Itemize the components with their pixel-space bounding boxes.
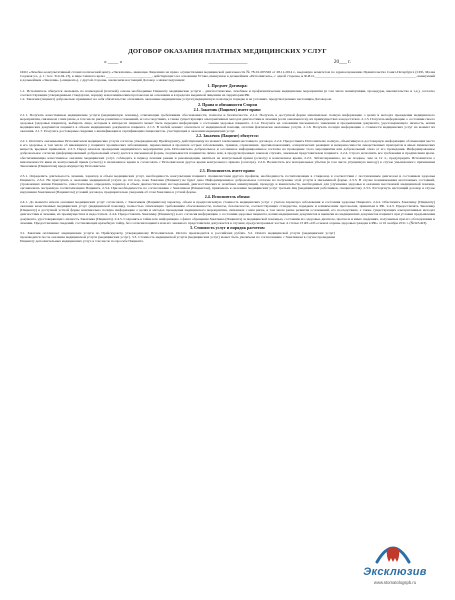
contract-body [20,70,435,244]
section-1-title: 1. Предмет Договора: [207,83,248,89]
section-3-title: 3. Стоимость услуг и порядок расчетов: [189,225,266,231]
section-2-3-text: 2.3.1. Определить длительность лечения, характер и объем медицинских услуг, необходимость консультации пациента специалистами другого профиля, необходимость госпитализации в стационар в соответствии с поставленным диагнозом и состоянием здоровья Пациента. 2.3.2. Не приступать к оказанию медицинской услуги до тех пор, пока Заказчик (Пациент) не будет дано Информированное добровольное согласие на получение этой услуги в письменной форме. 2.3.3. В случае возникновения неотложных состояний, угрожающих жизни Пациента, самостоятельно определять характер и объем диагностических исследований, диагностических и лечебных манипуляций, процедур и вмешательств, необходимых для улучшения здоровья и оказания неотложной медицинской помощи, организовать экстренную госпитализацию Пациента. 2.3.4. При необходимости, по согласованию с Заказчиком (Пациентом), привлекать к оказанию медицинских услуг третьих лиц (медицинских работников, специалистов). 2.3.5. Расторгнуть настоящий договор в случае нарушения Заказчиком (Пациентом) условий договора, предварительно уведомив об этом Заказчика в устной форме. [20,173,435,195]
section-3-text: 3.1. Заказчик оплачивает медицинские услуги по Прейскуранту, утвержденному Исполнителем. Оплата производится в российских рублях. 3.2. Оплата медицинской услуги (медицинских услуг) производится после оказания медицинской услуги (медицинских услуг). 3.3. Стоимость медицинской услуги (медицинских услуг) может быть увеличена по согласованию с Заказчиком в случае проведения Пациенту дополнительных медицинских услуг, в том числе по просьбе Пациента. [20,231,335,244]
clause-1-2: 1.2. Заказчик (пациент) добровольно принимает на себя обязательство оплачивать оказанные медицинские услуги (медицинскую помощь) в порядке и на условиях, предусмотренных настоящим Договором. [20,97,332,102]
section-2-3-title: 2.3. Исполнитель имеет право: [199,168,256,173]
section-2-2-text: 2.2.1. Оплатить оказываемые Исполнителем медицинские услуги согласно утвержденному Прейскуранту, действующему на момент заключения настоящего договора. 2.2.2. Предоставить Исполнителю полную, объективную и достоверную информацию об имеющих место в его здоровье, в том числе об имеющихся у пациента хронических заболеваниях, перенесенных в прошлом острых заболеваниях, травмах, отравлениях, противопоказаниях, аллергических реакциях и непереносимости лекарственных препаратов и иных химических веществ, вредных привычках. 2.2.3. Перед началом проведения медицинского мероприятия дать Исполнителю добровольное и осознанное информированное согласие на проведение этого мероприятия или добровольный отказ от его проведения. Информированное добровольное согласие (информированный добровольный отказ) дается в письменной форме, подписывается пациентом лично или, в предусмотренных законом случаях, законным представителем пациента. 2.2.4. Строго исполнять все требования и предписания врача, обеспечивающие качественное оказание медицинских услуг, соблюдать в период лечения режим и рекомендации, являться на контрольный прием (осмотр) в назначенное время. 2.2.5. Заблаговременно, но не позднее, чем за 12 ч., предупредить Исполнителя о невозможности явки на контрольный прием (осмотр) в назначенное время и согласовать с Исполнителем другое время контрольного приема (осмотра). 2.2.6. Возместить все материальные убытки (в том числе упущенную выгоду) в случае умышленного причинения Заказчиком (Пациентом) вреда имуществу Исполнителя. [20,138,435,168]
section-2-2-title: 2.2. Заказчик (Пациент) обязуется: [196,133,259,139]
logo-name: Эксклюзив [363,566,427,578]
section-2-1-text: 2.1.1. Получать качественные медицинские услуги (медицинскую помощь), отвечающие требованиям обоснованности, полноты и безопасности. 2.1.2. Получать в доступной форме максимально полную информацию о целях и методах проведения медицинского мероприятия, связанном с ним риске, в том числе риске развития осложнений, его последствиях, а также существующих альтернативных методах диагностики и лечения (если они имеются), их преимуществах и недостатках. 2.1.3. Получать информацию о состоянии своего здоровья (здоровья пациента), выбирать лицо, которым в интересах пациента может быть передана информация о состоянии здоровья пациента. 2.1.4. Получать на основании письменного заявления и предъявления документа, удостоверяющего личность, копии медицинских документов пациента в объеме медицинских документов пациента. 2.1.5. В любой момент отказаться от медицинской помощи, оплатив фактически оказанные услуги. 2.1.6. Получать полную информацию о стоимости медицинских услуг на момент их оказания. 2.1.7. Получать достоверные сведения о квалификации и сертификации специалистов, участвующих в оказании медицинских услуг. [20,112,436,134]
date-year: 20___ г. [333,59,351,65]
logo-url: www.stomatologspb.ru [373,580,417,585]
section-2-1-title: 2.1. Заказчик (Пациент) имеет право: [193,107,262,113]
document-title: ДОГОВОР ОКАЗАНИЯ ПЛАТНЫХ МЕДИЦИНСКИХ УСЛУГ [128,48,327,55]
section-2-4-title: 2.4. Исполнитель обязан: [204,194,251,200]
section-2-4-text: 2.4.1. До момента начала оказания медицинских услуг согласовать с Заказчиком (Пациентом) характер, объем и предполагаемую стоимость медицинских услуг с учетом характера заболевания и состояния здоровья Пациента. 2.4.2. Обеспечить Заказчику (Пациенту) оказание качественных медицинских услуг (медицинской помощи), полностью отвечающих требованиям обоснованности, полноты, безопасности, соответствующих стандартам, порядкам и клиническим протоколам, принятым в РФ. 2.4.3. Предоставлять Заказчику (Пациенту) в доступной устной форме максимально полную информацию о целях и методах проведения медицинского мероприятия, связанном с ним риске, в том числе риске развития осложнений, его последствиях, а также существующих альтернативных методах диагностики и лечения, их преимуществах и недостатках. 2.4.4. Предоставлять Заказчику (Пациенту) в его согласия информацию о состоянии здоровья пациента, копии медицинских документов и выписки из медицинских документов пациента при условии предъявления документа, удостоверяющего личность Заказчика (Пациента). 2.4.5. Сохранять в тайне всю информацию о факте обращения Заказчика (Пациента) за медицинской помощью, состоянии его здоровья, диагнозе, прогнозе и иных сведениях, полученных при его обследовании и лечении. Предоставление сведений, составляющих врачебную тайну, без согласия пациента или его законного представителя допускается в случаях, предусмотренных частью 4 статьи 13 ФЗ «Об основах охраны здоровья граждан в РФ» от 01 ноября 2011 г. (№323-ФЗ). [20,199,435,225]
date-line [104,59,351,65]
preamble: ООО «Лечебно-консультативный стоматологический центр «Эксклюзив», имеющее Лицензию на право осуществления медицинской деятельности № 78-01-005326 от 28.11.2014 г., выданную комитетом по здравоохранению Правительства Санкт-Петербурга (СПб, Малая Садовая ул., д. 1; тел.: 314-04-13), в лице главного врача __________________________, действующего на основании Устава, именуемое в дальнейшем «Исполнитель», с одной стороны, и Ф.И.О._________________________________________________________, именуемый в дальнейшем «Заказчик» («пациент»), с другой стороны, заключили настоящий Договор о нижеследующем: [20,70,435,83]
date-day: « ____ » [104,59,123,65]
date-month: _______________ [208,59,248,65]
tooth-logo-icon [373,540,413,568]
section-2-title: 2. Права и обязанности Сторон [197,101,258,107]
clinic-logo [345,540,445,590]
clause-1-1: 1.1. Исполнитель обязуется оказывать по возмездной (платной) основе необходимые Пациенту медицинские услуги – диагностические, лечебные и профилактические медицинские мероприятия (в том числе манипуляции, процедуры, вмешательства и т.д.), согласно соответствующим утвержденным стандартам, порядку или клиническим протоколам на основании и в пределах выданной лицензии на территории РФ. [20,88,435,97]
